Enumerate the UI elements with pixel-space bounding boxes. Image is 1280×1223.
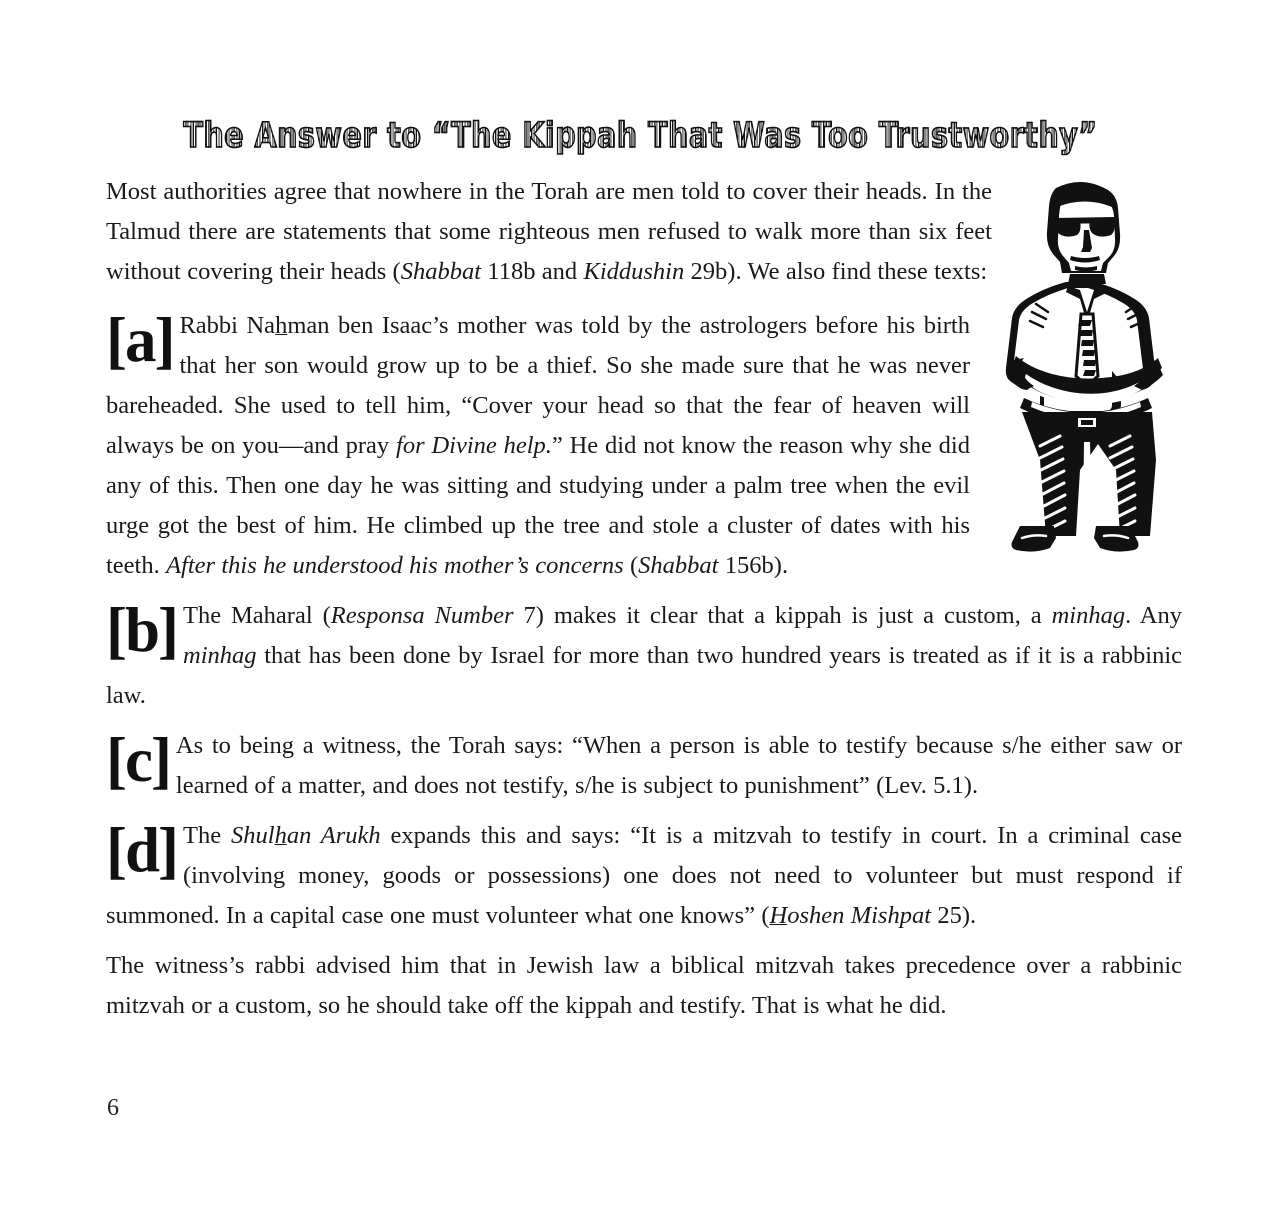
page-number: 6 (107, 1095, 119, 1121)
source-marker-b: [b] (106, 596, 177, 665)
source-marker-a: [a] (106, 306, 174, 375)
man-with-crossed-arms-illustration (992, 174, 1182, 556)
item-d-text-1: The (183, 822, 231, 849)
item-d-text-3: 25). (931, 902, 977, 929)
source-marker-c: [c] (106, 726, 170, 795)
item-a-italic-mothers-concerns: After this he understood his mother’s concerns (166, 552, 624, 579)
item-a-text-4: ( (623, 552, 639, 579)
closing-text: The witness’s rabbi advised him that in Jewish law a biblical mitzvah takes precedence over a rabbinic mitzvah or a custom, so he should take off the kippah and testify. That is what he did. (106, 952, 1182, 1019)
page-title-container (0, 96, 1280, 178)
source-item-b (106, 596, 1182, 716)
item-d-italic-hoshen-mishpat: oshen Mishpat (787, 902, 932, 929)
lead-italic-shabbat: Shabbat (400, 258, 482, 285)
lead-text-1: Most authorities agree that nowhere in the Torah are men told to cover their heads. In the Talmud there are statements that some righteous men refused to walk more than six feet without covering their heads ( (106, 178, 992, 285)
source-item-d (106, 816, 1182, 936)
item-a-italic-divine-help: for Divine help. (396, 432, 552, 459)
item-a-text-1: Rabbi Na (179, 312, 276, 339)
lead-italic-kiddushin: Kiddushin (583, 258, 685, 285)
item-d-text-2: expands this and says: “It is a mitzvah to testify in court. In a criminal case (involving money, goods or possessions) one does not need to volunteer but must respond if summoned. In a capital case one must volunteer what one knows” ( (106, 822, 1182, 929)
item-a-underlined-h: h (275, 312, 288, 339)
item-c-text-1: As to being a witness, the Torah says: “When a person is able to testify because s/he either saw or learned of a matter, and does not testify, s/he is subject to punishment” (Lev. 5.1). (175, 732, 1182, 799)
item-d-italic-an-arukh: an Arukh (286, 822, 381, 849)
item-b-text-4: that has been done by Israel for more than two hundred years is treated as if it is a rabbinic law. (106, 642, 1182, 709)
closing-paragraph (106, 946, 1182, 1026)
item-a-text-3: ” He did not know the reason why she did any of this. Then one day he was sitting and studying under a palm tree when the evil urge got the best of him. He climbed up the tree and stole a cluster of dates with his teeth. (106, 432, 970, 579)
item-b-italic-responsa: Responsa Number (330, 602, 514, 629)
source-item-a (106, 306, 970, 586)
page-title: The Answer to “The Kippah That Was Too Trustworthy” (182, 116, 1098, 157)
item-d-italic-shul: Shul (231, 822, 275, 849)
item-d-underlined-capital-h: H (769, 902, 788, 929)
item-b-italic-minhag-2: minhag (183, 642, 257, 669)
page-content (106, 172, 1182, 1026)
source-item-c (106, 726, 1182, 806)
item-b-text-2: 7) makes it clear that a kippah is just a custom, a (513, 602, 1052, 629)
item-a-text-5: 156b). (718, 552, 789, 579)
item-d-underlined-h: h (274, 822, 287, 849)
item-a-text-2: man ben Isaac’s mother was told by the astrologers before his birth that her son would grow up to be a thief. So she made sure that he was never bareheaded. She used to tell him, “Cover your head so that the fear of heaven will always be on you—and pray (106, 312, 970, 459)
source-marker-d: [d] (106, 816, 177, 885)
item-b-italic-minhag-1: minhag (1051, 602, 1126, 629)
lead-text-3: 29b). We also find these texts: (684, 258, 988, 285)
item-b-text-1: The Maharal ( (183, 602, 331, 629)
item-a-italic-shabbat: Shabbat (638, 552, 719, 579)
lead-text-2: 118b and (481, 258, 584, 285)
item-b-text-3: . Any (1125, 602, 1182, 629)
